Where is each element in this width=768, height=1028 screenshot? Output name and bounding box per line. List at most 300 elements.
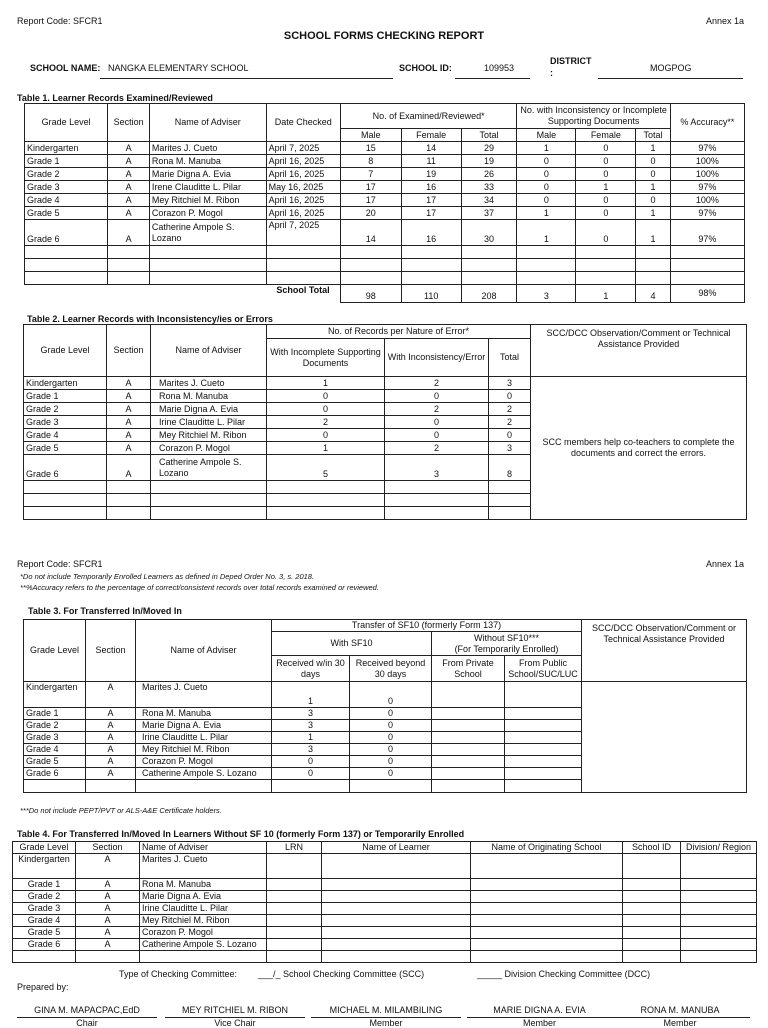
t2-cell-grade: Grade 2 — [24, 403, 107, 416]
t1-cell-if: 0 — [576, 155, 636, 168]
t1-cell-if: 0 — [576, 142, 636, 155]
t1-cell-m: 17 — [340, 181, 401, 194]
school-name-label: SCHOOL NAME: — [30, 63, 101, 73]
signatory-role: Member — [311, 1017, 461, 1028]
t1-cell-adviser: Marites J. Cueto — [149, 142, 266, 155]
t1-cell-t: 26 — [461, 168, 517, 181]
t1-cell-f: 11 — [401, 155, 461, 168]
report-code: Report Code: SFCR1 — [17, 16, 103, 26]
t1-cell-date: April 16, 2025 — [266, 194, 340, 207]
t1-cell-im: 0 — [517, 194, 576, 207]
t2-cell-section: A — [107, 429, 151, 442]
t3-cell-b: 0 — [350, 744, 432, 756]
t3-cell-section: A — [86, 720, 136, 732]
t1-row — [25, 220, 745, 246]
t3-cell-grade: Grade 3 — [24, 732, 86, 744]
t4-cell-grade: Grade 6 — [13, 939, 76, 951]
t1-cell-f: 14 — [401, 142, 461, 155]
t4-header-learner: Name of Learner — [322, 842, 471, 854]
t1-cell-it: 1 — [636, 207, 671, 220]
t1-cell-acc: 97% — [670, 220, 744, 246]
t4-cell-section: A — [76, 927, 140, 939]
t1-cell-t: 37 — [461, 207, 517, 220]
t3-cell-adviser: Catherine Ampole S. Lozano — [136, 768, 272, 780]
t1-row — [25, 181, 745, 194]
t4-cell-adviser: Marites J. Cueto — [140, 854, 267, 879]
t1-cell-if: 1 — [576, 181, 636, 194]
t2-cell-grade: Grade 1 — [24, 390, 107, 403]
signatory-name: MEY RITCHIEL M. RIBON — [181, 1005, 288, 1015]
t1-header-inc-female: Female — [576, 129, 636, 142]
signatory-role: Vice Chair — [165, 1017, 305, 1028]
t3-cell-b: 0 — [350, 720, 432, 732]
t1-total-acc: 98% — [670, 285, 744, 303]
t2-cell-a: 0 — [267, 403, 385, 416]
school-name-underline — [100, 78, 393, 79]
t1-cell-date: April 16, 2025 — [266, 207, 340, 220]
t4-cell-section: A — [76, 903, 140, 915]
t4-cell-section: A — [76, 854, 140, 879]
t4-cell-grade: Grade 1 — [13, 879, 76, 891]
t4-cell-adviser: Rona M. Manuba — [140, 879, 267, 891]
t1-header-adviser: Name of Adviser — [149, 104, 266, 142]
t3-cell-w: 3 — [272, 708, 350, 720]
t4-cell-section: A — [76, 879, 140, 891]
t1-cell-t: 29 — [461, 142, 517, 155]
t3-cell-b: 0 — [350, 756, 432, 768]
t2-cell-b: 0 — [385, 416, 489, 429]
t1-row — [25, 142, 745, 155]
t3-cell-w: 0 — [272, 768, 350, 780]
t1-cell-t: 34 — [461, 194, 517, 207]
t2-cell-t: 3 — [489, 442, 531, 455]
t1-cell-section: A — [108, 142, 150, 155]
t2-header-section: Section — [107, 325, 151, 377]
district-value: MOGPOG — [650, 63, 692, 73]
t4-empty-row — [13, 951, 757, 963]
t1-cell-it: 1 — [636, 220, 671, 246]
t2-cell-a: 5 — [267, 455, 385, 481]
t1-cell-if: 0 — [576, 207, 636, 220]
t2-cell-grade: Grade 3 — [24, 416, 107, 429]
t2-cell-b: 0 — [385, 429, 489, 442]
t3-cell-adviser: Rona M. Manuba — [136, 708, 272, 720]
signatory-role: Chair — [17, 1017, 157, 1028]
t3-cell-public — [505, 732, 582, 744]
t2-cell-t: 8 — [489, 455, 531, 481]
table3 — [23, 619, 747, 793]
t1-row — [25, 155, 745, 168]
t3-cell-adviser: Irine Clauditte L. Pilar — [136, 732, 272, 744]
t2-cell-t: 2 — [489, 416, 531, 429]
t3-cell-grade: Grade 4 — [24, 744, 86, 756]
t4-cell-grade: Grade 4 — [13, 915, 76, 927]
t1-cell-im: 1 — [517, 220, 576, 246]
t1-cell-adviser: Mey Ritchiel M. Ribon — [149, 194, 266, 207]
t2-cell-a: 0 — [267, 429, 385, 442]
t2-header-grade: Grade Level — [24, 325, 107, 377]
t1-header-date: Date Checked — [266, 104, 340, 142]
report-title: SCHOOL FORMS CHECKING REPORT — [283, 30, 485, 42]
t3-header-with-sf10: With SF10 — [272, 632, 432, 656]
t3-cell-b: 0 — [350, 768, 432, 780]
t1-empty-row — [25, 259, 745, 272]
t1-cell-grade: Grade 1 — [25, 155, 108, 168]
t2-cell-section: A — [107, 442, 151, 455]
t1-cell-grade: Grade 2 — [25, 168, 108, 181]
t1-cell-f: 16 — [401, 220, 461, 246]
t2-cell-t: 0 — [489, 390, 531, 403]
t1-cell-date: April 7, 2025 — [266, 142, 340, 155]
t1-row — [25, 207, 745, 220]
t3-cell-section: A — [86, 732, 136, 744]
t2-cell-b: 2 — [385, 403, 489, 416]
t3-header-within-30: Received w/in 30 days — [272, 656, 350, 682]
t4-cell-grade: Grade 5 — [13, 927, 76, 939]
t3-cell-w: 3 — [272, 744, 350, 756]
t2-cell-b: 0 — [385, 390, 489, 403]
t1-cell-im: 1 — [517, 207, 576, 220]
t2-cell-t: 2 — [489, 403, 531, 416]
t2-header-total: Total — [489, 339, 531, 377]
t4-cell-adviser: Corazon P. Mogol — [140, 927, 267, 939]
t1-cell-it: 0 — [636, 194, 671, 207]
t1-cell-acc: 100% — [670, 168, 744, 181]
t2-cell-section: A — [107, 390, 151, 403]
t1-cell-grade: Grade 4 — [25, 194, 108, 207]
t1-row — [25, 194, 745, 207]
t1-cell-adviser: Rona M. Manuba — [149, 155, 266, 168]
t3-cell-public — [505, 720, 582, 732]
t1-cell-im: 0 — [517, 155, 576, 168]
t1-cell-date: April 7, 2025 — [266, 220, 340, 246]
t2-cell-adviser: Irine Clauditte L. Pilar — [151, 416, 267, 429]
t1-cell-grade: Kindergarten — [25, 142, 108, 155]
t4-header-origin: Name of Originating School — [471, 842, 623, 854]
t1-cell-grade: Grade 3 — [25, 181, 108, 194]
table4 — [12, 841, 757, 963]
t2-cell-adviser: Marie Digna A. Evia — [151, 403, 267, 416]
t1-total-m: 98 — [340, 285, 401, 303]
t1-cell-m: 7 — [340, 168, 401, 181]
t1-cell-adviser: Corazon P. Mogol — [149, 207, 266, 220]
t2-cell-section: A — [107, 416, 151, 429]
t2-cell-grade: Grade 5 — [24, 442, 107, 455]
t1-cell-section: A — [108, 194, 150, 207]
t2-header-inconsistency: With Inconsistency/Error — [385, 339, 489, 377]
t1-cell-t: 19 — [461, 155, 517, 168]
t3-comment — [582, 682, 747, 793]
t4-header-division: Division/ Region — [681, 842, 757, 854]
t1-cell-it: 0 — [636, 155, 671, 168]
t1-empty-row — [25, 246, 745, 259]
t3-cell-public — [505, 756, 582, 768]
t1-cell-date: April 16, 2025 — [266, 168, 340, 181]
t3-header-without-sf10: Without SF10*** (For Temporarily Enrolled) — [432, 632, 582, 656]
t3-cell-b: 0 — [350, 708, 432, 720]
t3-cell-section: A — [86, 708, 136, 720]
table1-title: Table 1. Learner Records Examined/Reviewed — [17, 93, 213, 103]
t2-cell-adviser: Rona M. Manuba — [151, 390, 267, 403]
footnote-enrolled: *Do not include Temporarily Enrolled Learners as defined in Deped Order No. 3, s. 2018. — [20, 572, 315, 581]
t1-total-it: 4 — [636, 285, 671, 303]
t3-cell-w: 1 — [272, 732, 350, 744]
table3-title: Table 3. For Transferred In/Moved In — [28, 606, 182, 616]
t1-cell-section: A — [108, 207, 150, 220]
t4-header-section: Section — [76, 842, 140, 854]
t1-header-male: Male — [340, 129, 401, 142]
t4-cell-grade: Grade 3 — [13, 903, 76, 915]
t1-cell-it: 0 — [636, 168, 671, 181]
t1-cell-f: 16 — [401, 181, 461, 194]
t3-cell-public — [505, 768, 582, 780]
t1-total-label: School Total — [276, 285, 330, 295]
t1-cell-adviser: Irene Clauditte L. Pilar — [149, 181, 266, 194]
table2 — [23, 324, 747, 520]
t2-header-nature: No. of Records per Nature of Error* — [267, 325, 531, 339]
t2-cell-b: 2 — [385, 442, 489, 455]
t2-cell-grade: Grade 4 — [24, 429, 107, 442]
t3-cell-adviser: Marie Digna A. Evia — [136, 720, 272, 732]
t4-cell-grade: Kindergarten — [13, 854, 76, 879]
t1-cell-f: 19 — [401, 168, 461, 181]
t3-cell-grade: Grade 6 — [24, 768, 86, 780]
t2-cell-b: 3 — [385, 455, 489, 481]
t1-cell-acc: 97% — [670, 181, 744, 194]
t1-empty-row — [25, 272, 745, 285]
t4-cell-adviser: Catherine Ampole S. Lozano — [140, 939, 267, 951]
t1-cell-date: May 16, 2025 — [266, 181, 340, 194]
t3-cell-grade: Grade 2 — [24, 720, 86, 732]
t3-header-beyond-30: Received beyond 30 days — [350, 656, 432, 682]
t1-total-f: 110 — [401, 285, 461, 303]
t4-cell-adviser: Marie Digna A. Evia — [140, 891, 267, 903]
t1-cell-if: 0 — [576, 168, 636, 181]
school-id-value: 109953 — [484, 63, 515, 73]
t4-cell-grade: Grade 2 — [13, 891, 76, 903]
t4-cell-section: A — [76, 939, 140, 951]
t3-cell-section: A — [86, 756, 136, 768]
t1-total-t: 208 — [461, 285, 517, 303]
t4-header-school-id: School ID — [623, 842, 681, 854]
t2-cell-section: A — [107, 403, 151, 416]
district-label: DISTRICT — [550, 56, 592, 66]
footnote-accuracy: **%Accuracy refers to the percentage of correct/consistent records over total records examined or reviewed. — [20, 583, 379, 592]
t1-total-row — [25, 285, 745, 303]
t2-cell-b: 2 — [385, 377, 489, 390]
t3-header-comment: SCC/DCC Observation/Comment or Technical Assistance Provided — [582, 620, 747, 682]
t3-cell-public — [505, 682, 582, 708]
t1-cell-grade: Grade 6 — [25, 220, 108, 246]
t1-header-inconsistency: No. with Inconsistency or Incomplete Supporting Documents — [517, 104, 670, 129]
footnote-pept: ***Do not include PEPT/PVT or ALS-A&E Certificate holders. — [20, 806, 222, 815]
t3-cell-adviser: Corazon P. Mogol — [136, 756, 272, 768]
t3-cell-adviser: Mey Ritchiel M. Ribon — [136, 744, 272, 756]
t1-cell-acc: 100% — [670, 155, 744, 168]
t3-cell-section: A — [86, 744, 136, 756]
t2-cell-grade: Kindergarten — [24, 377, 107, 390]
t2-header-adviser: Name of Adviser — [151, 325, 267, 377]
t3-cell-private — [432, 682, 505, 708]
school-id-label: SCHOOL ID: — [399, 63, 452, 73]
t1-cell-acc: 100% — [670, 194, 744, 207]
t1-header-accuracy: % Accuracy** — [670, 104, 744, 142]
t3-cell-w: 0 — [272, 756, 350, 768]
committee-scc: ___/_ School Checking Committee (SCC) — [258, 969, 425, 979]
t1-cell-date: April 16, 2025 — [266, 155, 340, 168]
signatory-name: GINA M. MAPACPAC,EdD — [34, 1005, 140, 1015]
t3-cell-private — [432, 732, 505, 744]
t4-cell-adviser: Mey Ritchiel M. Ribon — [140, 915, 267, 927]
t1-cell-it: 1 — [636, 181, 671, 194]
t2-comment: SCC members help co-teachers to complete the documents and correct the errors. — [531, 377, 747, 520]
t2-header-comment: SCC/DCC Observation/Comment or Technical Assistance Provided — [531, 325, 747, 377]
t1-cell-adviser: Marie Digna A. Evia — [149, 168, 266, 181]
t1-cell-m: 20 — [340, 207, 401, 220]
t1-cell-m: 14 — [340, 220, 401, 246]
t3-header-public: From Public School/SUC/LUC — [505, 656, 582, 682]
t1-cell-t: 33 — [461, 181, 517, 194]
t4-row — [13, 879, 757, 891]
t4-row — [13, 903, 757, 915]
table4-title: Table 4. For Transferred In/Moved In Learners Without SF 10 (formerly Form 137) or Temporarily Enrolled — [17, 829, 465, 839]
t1-cell-f: 17 — [401, 194, 461, 207]
t2-row — [24, 377, 747, 390]
t2-cell-section: A — [107, 377, 151, 390]
t1-cell-grade: Grade 5 — [25, 207, 108, 220]
t1-total-if: 1 — [576, 285, 636, 303]
t4-row — [13, 854, 757, 879]
t2-cell-adviser: Marites J. Cueto — [151, 377, 267, 390]
page2-annex: Annex 1a — [705, 559, 744, 569]
page2-report-code: Report Code: SFCR1 — [17, 559, 103, 569]
t4-cell-adviser: Irine Clauditte L. Pilar — [140, 903, 267, 915]
t2-cell-adviser: Corazon P. Mogol — [151, 442, 267, 455]
t1-cell-im: 1 — [517, 142, 576, 155]
t3-header-grade: Grade Level — [24, 620, 86, 682]
t3-cell-public — [505, 744, 582, 756]
school-id-underline — [455, 78, 530, 79]
t3-cell-private — [432, 720, 505, 732]
signatory-role: Member — [610, 1017, 750, 1028]
committee-dcc: _____ Division Checking Committee (DCC) — [477, 969, 651, 979]
t3-cell-section: A — [86, 768, 136, 780]
t4-cell-section: A — [76, 891, 140, 903]
t4-row — [13, 927, 757, 939]
school-name-value: NANGKA ELEMENTARY SCHOOL — [108, 63, 249, 73]
t1-header-inc-total: Total — [636, 129, 671, 142]
t1-cell-m: 8 — [340, 155, 401, 168]
t4-row — [13, 891, 757, 903]
t1-cell-im: 0 — [517, 168, 576, 181]
table1 — [24, 103, 745, 303]
t4-header-lrn: LRN — [267, 842, 322, 854]
t3-cell-section: A — [86, 682, 136, 708]
annex-label: Annex 1a — [705, 16, 744, 26]
t3-cell-private — [432, 768, 505, 780]
t1-cell-acc: 97% — [670, 207, 744, 220]
t2-cell-a: 1 — [267, 442, 385, 455]
t1-cell-section: A — [108, 181, 150, 194]
t1-cell-f: 17 — [401, 207, 461, 220]
prepared-by-label: Prepared by: — [17, 982, 69, 992]
t1-row — [25, 168, 745, 181]
t1-cell-it: 1 — [636, 142, 671, 155]
t3-header-adviser: Name of Adviser — [136, 620, 272, 682]
t4-row — [13, 915, 757, 927]
t1-cell-im: 0 — [517, 181, 576, 194]
t3-cell-grade: Kindergarten — [24, 682, 86, 708]
t1-header-total: Total — [461, 129, 517, 142]
t3-row — [24, 682, 747, 708]
t4-header-adviser: Name of Adviser — [140, 842, 267, 854]
t1-header-section: Section — [108, 104, 150, 142]
t2-header-incomplete: With Incomplete Supporting Documents — [267, 339, 385, 377]
t2-cell-adviser: Catherine Ampole S. Lozano — [151, 455, 267, 481]
t3-cell-w: 3 — [272, 720, 350, 732]
t2-cell-grade: Grade 6 — [24, 455, 107, 481]
table2-title: Table 2. Learner Records with Inconsistency/ies or Errors — [27, 314, 273, 324]
t3-cell-grade: Grade 1 — [24, 708, 86, 720]
t3-cell-b: 0 — [350, 682, 432, 708]
signatory-name: MARIE DIGNA A. EVIA — [493, 1005, 586, 1015]
t1-header-grade: Grade Level — [25, 104, 108, 142]
district-underline — [598, 78, 743, 79]
t3-cell-adviser: Marites J. Cueto — [136, 682, 272, 708]
t1-cell-if: 0 — [576, 194, 636, 207]
t3-header-transfer: Transfer of SF10 (formerly Form 137) — [272, 620, 582, 632]
t4-row — [13, 939, 757, 951]
t1-header-inc-male: Male — [517, 129, 576, 142]
t3-header-section: Section — [86, 620, 136, 682]
t1-total-im: 3 — [517, 285, 576, 303]
t3-cell-private — [432, 744, 505, 756]
t4-cell-section: A — [76, 915, 140, 927]
t1-cell-adviser: Catherine Ampole S. Lozano — [149, 220, 266, 246]
t3-cell-b: 0 — [350, 732, 432, 744]
t2-cell-section: A — [107, 455, 151, 481]
t3-cell-w: 1 — [272, 682, 350, 708]
t1-cell-t: 30 — [461, 220, 517, 246]
t3-cell-private — [432, 708, 505, 720]
t4-header-grade: Grade Level — [13, 842, 76, 854]
t1-cell-m: 15 — [340, 142, 401, 155]
district-colon: : — [550, 68, 553, 78]
signatory-name: RONA M. MANUBA — [640, 1005, 720, 1015]
t1-cell-section: A — [108, 168, 150, 181]
t2-cell-a: 2 — [267, 416, 385, 429]
t1-cell-section: A — [108, 155, 150, 168]
t1-header-female: Female — [401, 129, 461, 142]
t1-cell-section: A — [108, 220, 150, 246]
t2-cell-t: 3 — [489, 377, 531, 390]
t3-header-private: From Private School — [432, 656, 505, 682]
t1-cell-if: 0 — [576, 220, 636, 246]
t2-cell-adviser: Mey Ritchiel M. Ribon — [151, 429, 267, 442]
t1-header-examined: No. of Examined/Reviewed* — [340, 104, 517, 129]
t2-cell-t: 0 — [489, 429, 531, 442]
committee-type-label: Type of Checking Committee: — [119, 969, 238, 979]
t3-cell-public — [505, 708, 582, 720]
t1-cell-m: 17 — [340, 194, 401, 207]
t2-cell-a: 1 — [267, 377, 385, 390]
signatory-name: MICHAEL M. MILAMBILING — [329, 1005, 443, 1015]
t3-cell-grade: Grade 5 — [24, 756, 86, 768]
t2-cell-a: 0 — [267, 390, 385, 403]
t3-cell-private — [432, 756, 505, 768]
signatory-role: Member — [467, 1017, 612, 1028]
t1-cell-acc: 97% — [670, 142, 744, 155]
